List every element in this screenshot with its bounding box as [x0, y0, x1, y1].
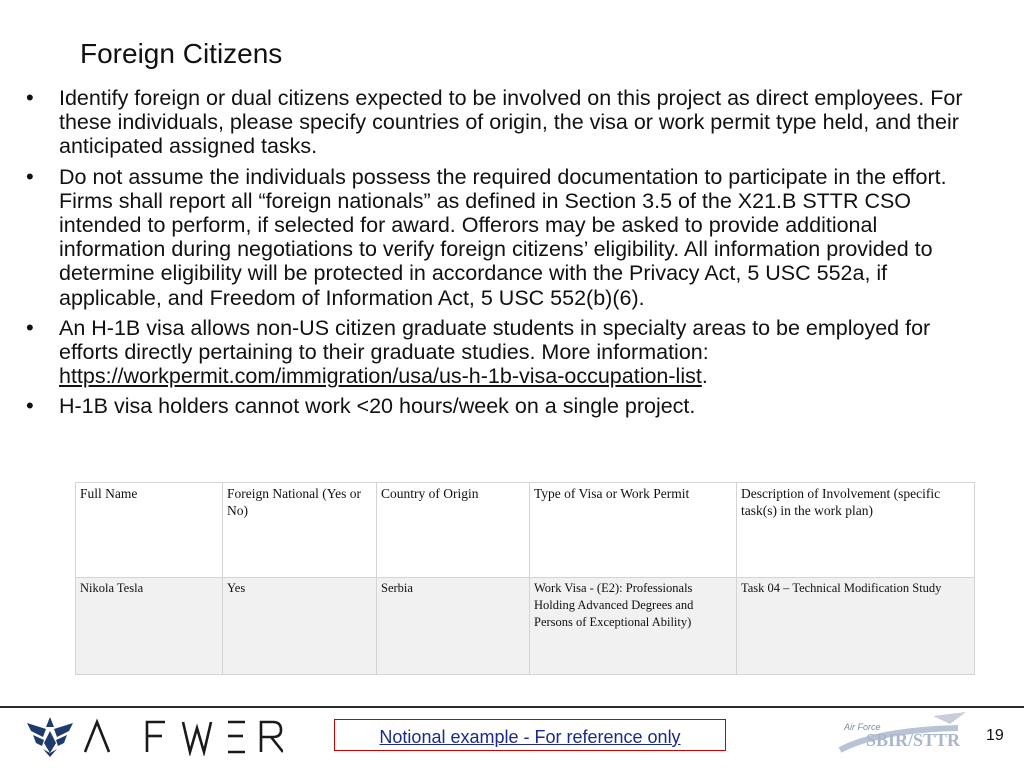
bullet-dot-icon: •	[26, 85, 34, 110]
header-cell: Full Name	[76, 483, 223, 578]
header-cell: Type of Visa or Work Permit	[530, 483, 737, 578]
table-cell: Yes	[223, 578, 377, 675]
bullet-dot-icon: •	[26, 163, 34, 189]
table-cell: Serbia	[377, 578, 530, 675]
afwerx-logo	[83, 716, 283, 756]
sbir-logo-top-text: Air Force	[844, 722, 881, 732]
bullet-text: H-1B visa holders cannot work <20 hours/week on a single project.	[59, 394, 696, 419]
bullet-item	[20, 86, 980, 159]
sbir-sttr-logo	[838, 710, 970, 758]
foreign-citizens-table	[75, 482, 975, 675]
page-number: 19	[986, 727, 1004, 744]
bullet-item	[20, 165, 980, 310]
bullet-dot-icon: •	[26, 314, 34, 340]
bullet-text: An H-1B visa allows non-US citizen graduate students in specialty areas to be employed for efforts directly pertaining to their graduate studies. More information:	[59, 315, 931, 365]
table-cell: Task 04 – Technical Modification Study	[737, 578, 975, 675]
header-cell: Country of Origin	[377, 483, 530, 578]
bullet-text: Identify foreign or dual citizens expected to be involved on this project as direct employees. For these individuals, please specify countries of origin, the visa or work permit type held, and their anticipated assigned tasks.	[59, 86, 963, 159]
table-cell: Nikola Tesla	[76, 578, 223, 675]
bullet-dot-icon: •	[26, 393, 34, 419]
header-cell: Description of Involvement (specific task(s) in the work plan)	[737, 483, 975, 578]
slide-title: Foreign Citizens	[80, 38, 283, 69]
header-cell: Foreign National (Yes or No)	[223, 483, 377, 578]
bullet-list	[20, 86, 980, 425]
table-row	[76, 578, 975, 675]
air-force-wings-icon	[25, 713, 75, 759]
bullet-suffix: .	[701, 364, 708, 389]
bullet-text: Do not assume the individuals possess the required documentation to participate in the effort. Firms shall report all “foreign nationals” as defined in Section 3.5 of the X21.B STTR CSO intended to perform, if selected for award. Offerors may be asked to provide additional information during negotiations to verify foreign citizens’ eligibility. All information provided to determine eligibility will be protected in accordance with the Privacy Act, 5 USC 552a, if applicable, and Freedom of Information Act, 5 USC 552(b)(6).	[59, 164, 947, 310]
bullet-item	[20, 394, 980, 418]
bullet-item	[20, 316, 980, 389]
notice-text: Notional example - For reference only	[379, 727, 681, 747]
h1b-info-link[interactable]: https://workpermit.com/immigration/usa/us-h-1b-visa-occupation-list	[59, 364, 702, 389]
notional-example-notice	[334, 719, 726, 751]
sbir-logo-text: SBIR/STTR	[866, 730, 961, 750]
table-header-row	[76, 483, 975, 578]
footer-divider	[0, 706, 1024, 708]
table-cell: Work Visa - (E2): Professionals Holding Advanced Degrees and Persons of Exceptional Ability)	[530, 578, 737, 675]
